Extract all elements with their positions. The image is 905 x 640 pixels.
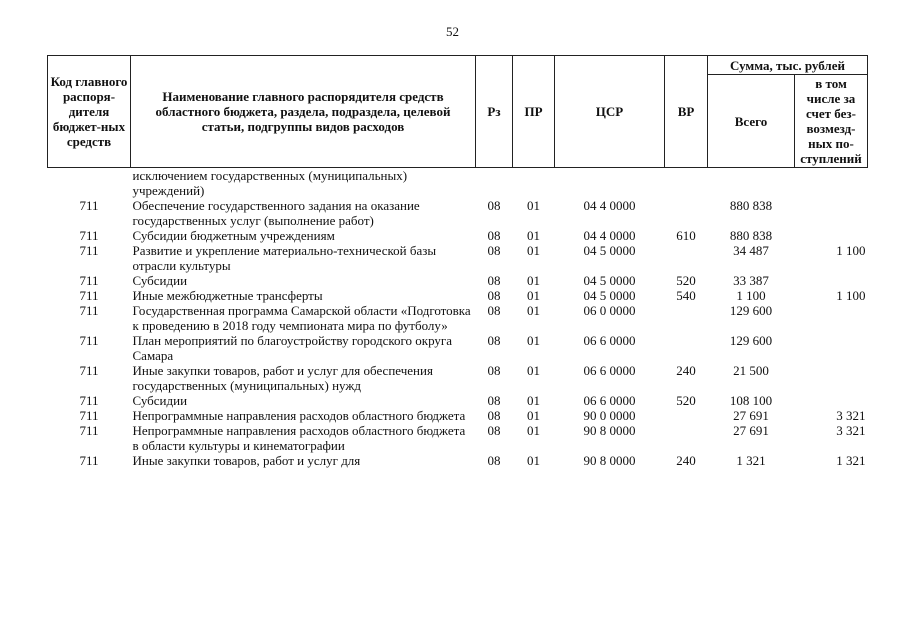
cell-pr: 01 (527, 198, 540, 213)
cell-rz: 08 (487, 273, 501, 288)
cell-pr: 01 (527, 333, 540, 348)
cell-name: Непрограммные направления расходов областного бюджета (132, 408, 466, 423)
cell-total: 21 500 (733, 363, 769, 378)
cell-rz: 08 (487, 288, 501, 303)
cell-total: 129 600 (729, 303, 773, 318)
cell-rz: 08 (487, 243, 501, 258)
cell-code: 711 (79, 333, 99, 348)
cell-total: 129 600 (729, 333, 773, 348)
cell-total: 880 838 (729, 198, 773, 213)
table-row (48, 168, 868, 199)
cell-name: Субсидии (132, 393, 188, 408)
cell-code: 711 (79, 198, 99, 213)
cell-vr (665, 408, 708, 423)
cell-vr: 610 (676, 228, 696, 243)
cell-csr (555, 168, 665, 199)
cell-rz: 08 (487, 333, 501, 348)
cell-name: План мероприятий по благоустройству городского округа Самара (132, 333, 452, 363)
cell-total: 1 100 (736, 288, 766, 303)
table-row (48, 453, 868, 468)
cell-vr: 520 (676, 393, 696, 408)
cell-vr (665, 243, 708, 273)
header-rz: Рз (476, 56, 513, 168)
cell-total: 34 487 (733, 243, 769, 258)
cell-name: Государственная программа Самарской области «Подготовка к проведению в 2018 году чемпионата мира по футболу» (132, 303, 471, 333)
cell-name: Развитие и укрепление материально-технической базы отрасли культуры (132, 243, 437, 273)
cell-name: Непрограммные направления расходов областного бюджета в области культуры и кинематографии (132, 423, 466, 453)
cell-vr: 240 (676, 363, 696, 378)
cell-code: 711 (79, 453, 99, 468)
cell-including (795, 333, 868, 363)
cell-csr: 04 5 0000 (583, 273, 636, 288)
cell-pr: 01 (527, 288, 540, 303)
table-row (48, 363, 868, 393)
cell-including (795, 363, 868, 393)
cell-rz: 08 (487, 393, 501, 408)
cell-name: Иные закупки товаров, работ и услуг для (132, 453, 361, 468)
budget-table (47, 55, 868, 468)
header-including: в том числе за счет без-возмезд-ных по-ступлений (795, 75, 868, 168)
cell-vr (665, 168, 708, 199)
cell-code: 711 (79, 408, 99, 423)
cell-pr: 01 (527, 273, 540, 288)
table-body (48, 168, 868, 469)
cell-name: Субсидии бюджетным учреждениям (132, 228, 335, 243)
cell-rz: 08 (487, 303, 501, 318)
table-row (48, 303, 868, 333)
cell-name: Субсидии (132, 273, 188, 288)
cell-including: 3 321 (836, 408, 866, 423)
cell-total: 33 387 (733, 273, 769, 288)
table-row (48, 228, 868, 243)
cell-pr (513, 168, 555, 199)
cell-vr: 520 (676, 273, 696, 288)
cell-including: 3 321 (836, 423, 866, 438)
page-number: 52 (446, 24, 459, 39)
cell-pr: 01 (527, 243, 540, 258)
cell-pr: 01 (527, 393, 540, 408)
cell-total: 1 321 (736, 453, 766, 468)
cell-code: 711 (79, 303, 99, 318)
cell-pr: 01 (527, 303, 540, 318)
cell-rz: 08 (487, 228, 501, 243)
cell-vr (665, 303, 708, 333)
cell-pr: 01 (527, 363, 540, 378)
cell-including (795, 228, 868, 243)
cell-code: 711 (79, 363, 99, 378)
cell-vr: 240 (676, 453, 696, 468)
cell-vr (665, 198, 708, 228)
cell-code: 711 (79, 423, 99, 438)
header-name: Наименование главного распорядителя средств областного бюджета, раздела, подраздела, целевой статьи, подгруппы видов расходов (131, 56, 476, 168)
cell-pr: 01 (527, 423, 540, 438)
cell-total: 108 100 (729, 393, 773, 408)
cell-csr: 06 6 0000 (583, 333, 636, 348)
table-row (48, 408, 868, 423)
cell-name: исключением государственных (муниципальных) учреждений) (132, 168, 408, 198)
cell-csr: 04 4 0000 (583, 228, 636, 243)
cell-name: Обеспечение государственного задания на оказание государственных услуг (выполнение работ) (132, 198, 420, 228)
table-row (48, 393, 868, 408)
cell-rz: 08 (487, 453, 501, 468)
table-row (48, 273, 868, 288)
cell-total: 27 691 (733, 408, 769, 423)
cell-code: 711 (79, 243, 99, 258)
cell-including (795, 303, 868, 333)
header-total: Всего (708, 75, 795, 168)
header-vr: ВР (665, 56, 708, 168)
cell-total: 880 838 (729, 228, 773, 243)
cell-including: 1 321 (836, 453, 866, 468)
cell-vr: 540 (676, 288, 696, 303)
cell-pr: 01 (527, 453, 540, 468)
cell-code: 711 (79, 393, 99, 408)
cell-code: 711 (79, 228, 99, 243)
cell-code: 711 (79, 273, 99, 288)
cell-rz: 08 (487, 198, 501, 213)
cell-csr: 06 6 0000 (583, 363, 636, 378)
cell-including: 1 100 (836, 243, 866, 258)
cell-including (795, 273, 868, 288)
table-header (48, 56, 868, 168)
cell-rz: 08 (487, 408, 501, 423)
header-csr: ЦСР (555, 56, 665, 168)
cell-csr: 06 0 0000 (583, 303, 636, 318)
cell-csr: 90 0 0000 (583, 408, 636, 423)
cell-rz: 08 (487, 363, 501, 378)
cell-csr: 06 6 0000 (583, 393, 636, 408)
cell-csr: 04 5 0000 (583, 288, 636, 303)
cell-including (795, 198, 868, 228)
table-row (48, 198, 868, 228)
cell-pr: 01 (527, 408, 540, 423)
header-code: Код главного распоря-дителя бюджет-ных средств (48, 56, 131, 168)
cell-including (795, 393, 868, 408)
table-row (48, 333, 868, 363)
cell-code (48, 168, 131, 199)
cell-csr: 04 5 0000 (583, 243, 636, 258)
cell-name: Иные межбюджетные трансферты (132, 288, 323, 303)
cell-csr: 90 8 0000 (583, 453, 636, 468)
header-sum: Сумма, тыс. рублей (708, 56, 868, 75)
cell-pr: 01 (527, 228, 540, 243)
cell-name: Иные закупки товаров, работ и услуг для обеспечения государственных (муниципальных) нужд (132, 363, 433, 393)
header-pr: ПР (513, 56, 555, 168)
cell-csr: 90 8 0000 (583, 423, 636, 438)
cell-total: 27 691 (733, 423, 769, 438)
cell-vr (665, 333, 708, 363)
cell-total (708, 168, 795, 199)
cell-rz (476, 168, 513, 199)
cell-code: 711 (79, 288, 99, 303)
table-row (48, 288, 868, 303)
cell-including: 1 100 (836, 288, 866, 303)
table-row (48, 243, 868, 273)
cell-rz: 08 (487, 423, 501, 438)
table-row (48, 423, 868, 453)
cell-including (795, 168, 868, 199)
cell-csr: 04 4 0000 (583, 198, 636, 213)
cell-vr (665, 423, 708, 453)
